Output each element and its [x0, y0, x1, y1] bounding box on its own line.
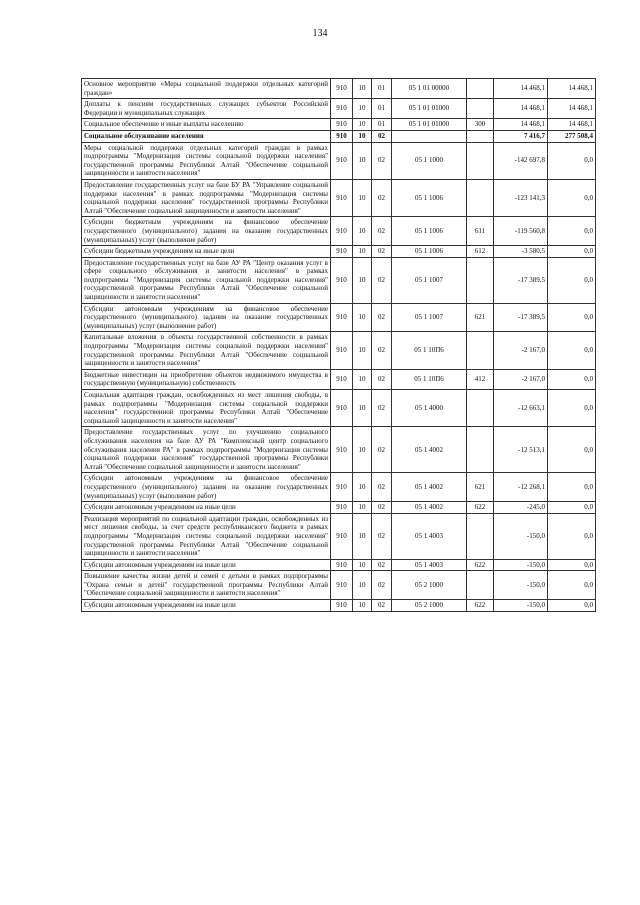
ministry-code-cell: 910 — [331, 142, 353, 179]
amount-2-cell: 0,0 — [548, 600, 596, 612]
amount-1-cell: -123 141,3 — [494, 179, 548, 216]
section-code-cell: 10 — [353, 427, 372, 473]
ministry-code-cell: 910 — [331, 369, 353, 389]
table-row — [82, 246, 596, 258]
ministry-code-cell: 910 — [331, 99, 353, 119]
amount-2-cell: 0,0 — [548, 571, 596, 600]
ministry-code-cell: 910 — [331, 571, 353, 600]
amount-1-cell: -150,0 — [494, 600, 548, 612]
subsection-code-cell: 02 — [372, 303, 392, 332]
subsection-code-cell: 02 — [372, 513, 392, 559]
table-row — [82, 559, 596, 571]
expense-type-code-cell — [467, 179, 494, 216]
subsection-code-cell: 02 — [372, 473, 392, 502]
row-name-cell: Субсидии автономным учреждениям на финансовое обеспечение государственного (муниципального) задания на оказание государственных (муниципальных) услуг (выполнение работ) — [82, 473, 331, 502]
row-name-cell: Предоставление государственных услуг на базе АУ РА "Центр оказания услуг в сфере социального обслуживания и занятости населения" в рамках подпрограммы "Модернизация системы социальной поддержки населения" государственной программы Республики Алтай "Обеспечение социальной защищенности и занятости населения" — [82, 257, 331, 303]
amount-2-cell: 0,0 — [548, 427, 596, 473]
section-code-cell: 10 — [353, 332, 372, 369]
ministry-code-cell: 910 — [331, 119, 353, 131]
table-row — [82, 513, 596, 559]
expense-type-code-cell: 621 — [467, 473, 494, 502]
section-code-cell: 10 — [353, 369, 372, 389]
target-item-code-cell: 05 1 1006 — [392, 246, 467, 258]
expense-type-code-cell — [467, 257, 494, 303]
row-name-cell: Основное мероприятие «Меры социальной поддержки отдельных категорий граждан» — [82, 79, 331, 99]
row-name-cell: Субсидии автономным учреждениям на финансовое обеспечение государственного (муниципального) задания на оказание государственных (муниципальных) услуг (выполнение работ) — [82, 303, 331, 332]
amount-2-cell: 0,0 — [548, 559, 596, 571]
target-item-code-cell: 05 1 01 01000 — [392, 99, 467, 119]
ministry-code-cell: 910 — [331, 427, 353, 473]
expense-type-code-cell — [467, 332, 494, 369]
page-number: 134 — [312, 28, 328, 39]
expense-type-code-cell: 622 — [467, 502, 494, 514]
ministry-code-cell: 910 — [331, 179, 353, 216]
subsection-code-cell: 02 — [372, 142, 392, 179]
section-code-cell: 10 — [353, 142, 372, 179]
row-name-cell: Предоставление государственных услуг на базе БУ РА "Управление социальной поддержки населения" в рамках подпрограммы "Модернизация системы социальной поддержки населения" государственной программы Республики Алтай "Обеспечение социальной защищенности и занятости населения" — [82, 179, 331, 216]
row-name-cell: Повышение качества жизни детей и семей с детьми в рамках подпрограммы "Охрана семьи и детей" государственной программы Республики Алтай "Обеспечение социальной защищенности и занятости населения" — [82, 571, 331, 600]
row-name-cell: Бюджетные инвестиции на приобретение объектов недвижимого имущества в государственную (муниципальную) собственность — [82, 369, 331, 389]
amount-1-cell: -150,0 — [494, 513, 548, 559]
target-item-code-cell: 05 1 10П6 — [392, 369, 467, 389]
ministry-code-cell: 910 — [331, 513, 353, 559]
table-row — [82, 142, 596, 179]
table-row — [82, 390, 596, 427]
amount-1-cell: -17 389,5 — [494, 303, 548, 332]
amount-2-cell: 0,0 — [548, 502, 596, 514]
table-row — [82, 332, 596, 369]
amount-2-cell: 0,0 — [548, 513, 596, 559]
amount-2-cell: 14 468,1 — [548, 99, 596, 119]
target-item-code-cell: 05 2 1000 — [392, 600, 467, 612]
amount-1-cell: -2 167,0 — [494, 369, 548, 389]
subsection-code-cell: 02 — [372, 257, 392, 303]
expense-type-code-cell — [467, 513, 494, 559]
section-code-cell: 10 — [353, 99, 372, 119]
target-item-code-cell: 05 1 4002 — [392, 502, 467, 514]
amount-1-cell: -142 697,8 — [494, 142, 548, 179]
subsection-code-cell: 02 — [372, 390, 392, 427]
subsection-code-cell: 02 — [372, 559, 392, 571]
section-code-cell: 10 — [353, 130, 372, 142]
amount-1-cell: 14 468,1 — [494, 99, 548, 119]
ministry-code-cell: 910 — [331, 390, 353, 427]
amount-2-cell: 14 468,1 — [548, 79, 596, 99]
amount-1-cell: -150,0 — [494, 571, 548, 600]
amount-1-cell: -3 580,5 — [494, 246, 548, 258]
expense-type-code-cell — [467, 390, 494, 427]
amount-2-cell: 0,0 — [548, 257, 596, 303]
amount-1-cell: -12 663,1 — [494, 390, 548, 427]
section-code-cell: 10 — [353, 390, 372, 427]
target-item-code-cell: 05 1 01 01000 — [392, 119, 467, 131]
expense-type-code-cell: 412 — [467, 369, 494, 389]
expense-type-code-cell — [467, 130, 494, 142]
ministry-code-cell: 910 — [331, 130, 353, 142]
target-item-code-cell — [392, 130, 467, 142]
amount-1-cell: -17 389,5 — [494, 257, 548, 303]
section-code-cell: 10 — [353, 559, 372, 571]
amount-2-cell: 0,0 — [548, 179, 596, 216]
row-name-cell: Капитальные вложения в объекты государственной собственности в рамках подпрограммы "Модернизация системы социальной поддержки населения" государственной программы Республики Алтай "Обеспечение социальной защищенности и занятости населения" — [82, 332, 331, 369]
ministry-code-cell: 910 — [331, 332, 353, 369]
row-name-cell: Социальное обслуживание населения — [82, 130, 331, 142]
section-code-cell: 10 — [353, 513, 372, 559]
target-item-code-cell: 05 1 10П6 — [392, 332, 467, 369]
amount-1-cell: 14 468,1 — [494, 119, 548, 131]
section-code-cell: 10 — [353, 473, 372, 502]
ministry-code-cell: 910 — [331, 246, 353, 258]
subsection-code-cell: 02 — [372, 600, 392, 612]
row-name-cell: Субсидии автономным учреждениям на иные цели — [82, 502, 331, 514]
subsection-code-cell: 01 — [372, 79, 392, 99]
target-item-code-cell: 05 1 4002 — [392, 473, 467, 502]
amount-1-cell: -12 513,1 — [494, 427, 548, 473]
section-code-cell: 10 — [353, 257, 372, 303]
subsection-code-cell: 02 — [372, 427, 392, 473]
section-code-cell: 10 — [353, 79, 372, 99]
table-row — [82, 119, 596, 131]
row-name-cell: Предоставление государственных услуг по улучшению социального обслуживания населения на базе АУ РА "Комплексный центр социального обслуживания населения РА" в рамках подпрограммы "Модернизация системы социальной поддержки населения" государственной программы Республики Алтай "Обеспечение социальной защищенности и занятости населения" — [82, 427, 331, 473]
table-row — [82, 369, 596, 389]
subsection-code-cell: 02 — [372, 571, 392, 600]
expense-type-code-cell — [467, 427, 494, 473]
section-code-cell: 10 — [353, 217, 372, 246]
table-row — [82, 427, 596, 473]
row-name-cell: Реализация мероприятий по социальной адаптации граждан, освобожденных из мест лишения свободы, за счет средств республиканского бюджета в рамках подпрограммы "Модернизация системы социальной поддержки населения" государственной программы Республики Алтай "Обеспечение социальной защищенности и занятости населения" — [82, 513, 331, 559]
amount-2-cell: 0,0 — [548, 303, 596, 332]
row-name-cell: Социальное обеспечение и иные выплаты населению — [82, 119, 331, 131]
table-row — [82, 502, 596, 514]
section-code-cell: 10 — [353, 502, 372, 514]
table-row — [82, 217, 596, 246]
subsection-code-cell: 02 — [372, 369, 392, 389]
amount-1-cell: 7 416,7 — [494, 130, 548, 142]
row-name-cell: Субсидии автономным учреждениям на иные цели — [82, 559, 331, 571]
target-item-code-cell: 05 1 4000 — [392, 390, 467, 427]
expense-type-code-cell: 621 — [467, 303, 494, 332]
table-row — [82, 303, 596, 332]
amount-2-cell: 0,0 — [548, 246, 596, 258]
section-code-cell: 10 — [353, 179, 372, 216]
section-code-cell: 10 — [353, 571, 372, 600]
amount-2-cell: 0,0 — [548, 369, 596, 389]
amount-2-cell: 0,0 — [548, 473, 596, 502]
target-item-code-cell: 05 1 1000 — [392, 142, 467, 179]
subsection-code-cell: 02 — [372, 502, 392, 514]
amount-2-cell: 0,0 — [548, 217, 596, 246]
target-item-code-cell: 05 1 01 00000 — [392, 79, 467, 99]
expense-type-code-cell: 300 — [467, 119, 494, 131]
expense-type-code-cell: 622 — [467, 559, 494, 571]
row-name-cell: Субсидии бюджетным учреждениям на финансовое обеспечение государственного (муниципального) задания на оказание государственных (муниципальных) услуг (выполнение работ) — [82, 217, 331, 246]
subsection-code-cell: 02 — [372, 246, 392, 258]
target-item-code-cell: 05 1 1006 — [392, 179, 467, 216]
expense-type-code-cell: 612 — [467, 246, 494, 258]
section-code-cell: 10 — [353, 303, 372, 332]
amount-2-cell: 0,0 — [548, 332, 596, 369]
ministry-code-cell: 910 — [331, 473, 353, 502]
table-row — [82, 571, 596, 600]
target-item-code-cell: 05 1 4003 — [392, 513, 467, 559]
amount-2-cell: 0,0 — [548, 390, 596, 427]
amount-1-cell: -119 560,8 — [494, 217, 548, 246]
amount-1-cell: 14 468,1 — [494, 79, 548, 99]
subsection-code-cell: 02 — [372, 130, 392, 142]
amount-1-cell: -12 268,1 — [494, 473, 548, 502]
row-name-cell: Субсидии автономным учреждениям на иные цели — [82, 600, 331, 612]
section-code-cell: 10 — [353, 600, 372, 612]
expense-type-code-cell: 622 — [467, 600, 494, 612]
amount-2-cell: 14 468,1 — [548, 119, 596, 131]
table-row — [82, 257, 596, 303]
row-name-cell: Субсидии бюджетным учреждениям на иные цели — [82, 246, 331, 258]
target-item-code-cell: 05 1 1006 — [392, 217, 467, 246]
ministry-code-cell: 910 — [331, 559, 353, 571]
expense-type-code-cell — [467, 79, 494, 99]
row-name-cell: Социальная адаптация граждан, освобожденных из мест лишения свободы, в рамках подпрограммы "Модернизация системы социальной поддержки населения" государственной программы Республики Алтай "Обеспечение социальной защищенности и занятости населения" — [82, 390, 331, 427]
section-code-cell: 10 — [353, 246, 372, 258]
expense-type-code-cell: 611 — [467, 217, 494, 246]
subsection-code-cell: 01 — [372, 99, 392, 119]
amount-2-cell: 277 508,4 — [548, 130, 596, 142]
amount-1-cell: -2 167,0 — [494, 332, 548, 369]
target-item-code-cell: 05 2 1000 — [392, 571, 467, 600]
table-row — [82, 130, 596, 142]
amount-1-cell: -150,0 — [494, 559, 548, 571]
ministry-code-cell: 910 — [331, 217, 353, 246]
target-item-code-cell: 05 1 1007 — [392, 303, 467, 332]
budget-table — [81, 78, 596, 612]
amount-2-cell: 0,0 — [548, 142, 596, 179]
amount-1-cell: -245,0 — [494, 502, 548, 514]
table-row — [82, 79, 596, 99]
subsection-code-cell: 01 — [372, 119, 392, 131]
table-row — [82, 473, 596, 502]
ministry-code-cell: 910 — [331, 303, 353, 332]
ministry-code-cell: 910 — [331, 600, 353, 612]
subsection-code-cell: 02 — [372, 179, 392, 216]
expense-type-code-cell — [467, 99, 494, 119]
row-name-cell: Доплаты к пенсиям государственных служащих субъектов Российской Федерации и муниципальных служащих — [82, 99, 331, 119]
expense-type-code-cell — [467, 142, 494, 179]
subsection-code-cell: 02 — [372, 332, 392, 369]
ministry-code-cell: 910 — [331, 257, 353, 303]
ministry-code-cell: 910 — [331, 502, 353, 514]
expense-type-code-cell — [467, 571, 494, 600]
subsection-code-cell: 02 — [372, 217, 392, 246]
table-row — [82, 179, 596, 216]
row-name-cell: Меры социальной поддержки отдельных категорий граждан в рамках подпрограммы "Модернизация системы социальной поддержки населения" государственной программы Республики Алтай "Обеспечение социальной защищенности и занятости населения" — [82, 142, 331, 179]
table-row — [82, 600, 596, 612]
target-item-code-cell: 05 1 4002 — [392, 427, 467, 473]
target-item-code-cell: 05 1 4003 — [392, 559, 467, 571]
section-code-cell: 10 — [353, 119, 372, 131]
ministry-code-cell: 910 — [331, 79, 353, 99]
table-row — [82, 99, 596, 119]
target-item-code-cell: 05 1 1007 — [392, 257, 467, 303]
